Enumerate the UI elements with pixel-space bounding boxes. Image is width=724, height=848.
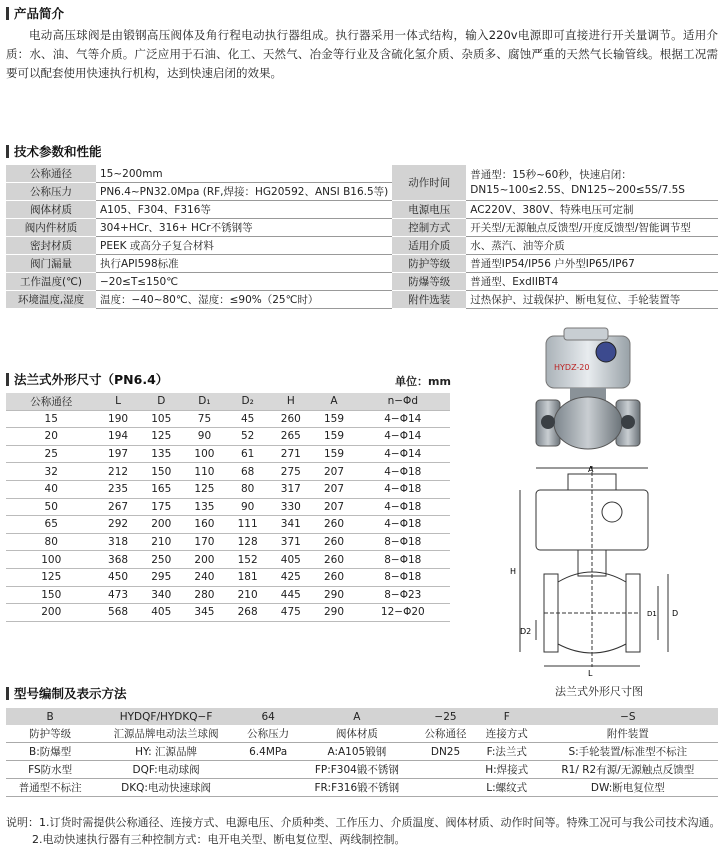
spec-label: 阀内件材质	[6, 219, 96, 237]
model-header-cell: HYDQF/HYDKQ−F	[94, 708, 238, 725]
dims-cell: 260	[312, 533, 355, 551]
model-header-row	[6, 708, 718, 725]
spec-value: PN6.4~PN32.0Mpa (RF,焊接：HG20592、ANSI B16.5等)	[96, 183, 392, 201]
model-row	[6, 725, 718, 743]
model-cell	[238, 761, 299, 779]
dims-cell: 8−Φ23	[356, 586, 450, 604]
dims-cell: 405	[269, 551, 312, 569]
dims-cell: 235	[96, 480, 139, 498]
model-cell: FS防水型	[6, 761, 94, 779]
spec-label: 控制方式	[392, 219, 466, 237]
model-header-cell: A	[298, 708, 415, 725]
dims-cell: 125	[6, 568, 96, 586]
dims-cell: 100	[183, 445, 226, 463]
dims-cell: 45	[226, 410, 269, 428]
heading-bar	[6, 145, 9, 158]
model-row	[6, 743, 718, 761]
spec-value: 温度：−40~80℃、湿度：≤90%（25℃时）	[96, 291, 392, 309]
dims-cell: 4−Φ18	[356, 498, 450, 516]
dims-cell: 425	[269, 568, 312, 586]
dims-cell: 170	[183, 533, 226, 551]
valve-photo	[528, 322, 658, 462]
model-cell: 汇源品牌电动法兰球阀	[94, 725, 238, 743]
spec-row	[6, 255, 718, 273]
spec-value: 水、蒸汽、油等介质	[466, 237, 718, 255]
dim-d-label: D	[672, 609, 679, 618]
dims-header-cell: D₂	[226, 393, 269, 410]
dims-cell: 345	[183, 604, 226, 622]
dims-cell: 4−Φ14	[356, 428, 450, 446]
dims-cell: 194	[96, 428, 139, 446]
spec-row	[6, 273, 718, 291]
dims-title: 法兰式外形尺寸（PN6.4）	[14, 372, 169, 387]
dims-cell: 15	[6, 410, 96, 428]
model-header-cell: 64	[238, 708, 299, 725]
dims-cell: 197	[96, 445, 139, 463]
dims-cell: 80	[226, 480, 269, 498]
dims-cell: 207	[312, 498, 355, 516]
spec-row	[6, 219, 718, 237]
spec-value: 15~200mm	[96, 165, 392, 183]
dims-cell: 65	[6, 516, 96, 534]
dims-cell: 105	[140, 410, 183, 428]
dims-cell: 290	[312, 604, 355, 622]
dims-header-cell: H	[269, 393, 312, 410]
dims-cell: 159	[312, 445, 355, 463]
actuator-label: HYDZ-20	[554, 363, 590, 372]
dim-d1-label: D1	[647, 610, 657, 618]
dims-cell: 207	[312, 463, 355, 481]
dim-h-label: H	[510, 567, 517, 576]
dims-cell: 32	[6, 463, 96, 481]
dims-cell: 292	[96, 516, 139, 534]
spec-value: A105、F304、F316等	[96, 201, 392, 219]
dims-cell: 100	[6, 551, 96, 569]
dims-cell: 160	[183, 516, 226, 534]
spec-label: 电源电压	[392, 201, 466, 219]
dims-cell: 52	[226, 428, 269, 446]
spec-label: 阀体材质	[6, 201, 96, 219]
model-cell: HY: 汇源品牌	[94, 743, 238, 761]
spec-value: 开关型/无源触点反馈型/开度反馈型/智能调节型	[466, 219, 718, 237]
dims-row	[6, 480, 450, 498]
spec-value: 执行API598标准	[96, 255, 392, 273]
dims-cell: 111	[226, 516, 269, 534]
model-cell	[415, 779, 476, 797]
dims-cell: 210	[140, 533, 183, 551]
intro-heading	[6, 4, 64, 22]
dims-cell: 152	[226, 551, 269, 569]
spec-label: 附件选装	[392, 291, 466, 309]
model-row	[6, 779, 718, 797]
spec-title: 技术参数和性能	[14, 144, 102, 159]
notes	[6, 814, 721, 848]
spec-table	[6, 165, 718, 309]
dims-row	[6, 428, 450, 446]
model-cell: 6.4MPa	[238, 743, 299, 761]
note-line-1: 说明：1.订货时需提供公称通径、连接方式、电源电压、介质种类、工作压力、介质温度、阀体材质、动作时间等。特殊工况可与我公司技术沟通。	[6, 816, 721, 829]
spec-label: 阀门漏量	[6, 255, 96, 273]
dim-l-label: L	[588, 669, 593, 678]
dims-row	[6, 498, 450, 516]
model-cell	[415, 761, 476, 779]
dims-cell: 371	[269, 533, 312, 551]
heading-bar	[6, 687, 9, 700]
dims-cell: 250	[140, 551, 183, 569]
dims-cell: 341	[269, 516, 312, 534]
model-cell: FP:F304锻不锈钢	[298, 761, 415, 779]
model-cell: 阀体材质	[298, 725, 415, 743]
spec-label: 密封材质	[6, 237, 96, 255]
dimension-drawing	[508, 462, 713, 680]
spec-row	[6, 201, 718, 219]
dims-cell: 317	[269, 480, 312, 498]
dims-row	[6, 586, 450, 604]
model-cell: DKQ:电动快速球阀	[94, 779, 238, 797]
dims-cell: 260	[269, 410, 312, 428]
dims-header-cell: D₁	[183, 393, 226, 410]
dims-cell: 190	[96, 410, 139, 428]
model-cell: 普通型不标注	[6, 779, 94, 797]
dims-cell: 150	[140, 463, 183, 481]
dims-cell: 8−Φ18	[356, 551, 450, 569]
dims-cell: 25	[6, 445, 96, 463]
dims-cell: 135	[183, 498, 226, 516]
dims-cell: 445	[269, 586, 312, 604]
dims-row	[6, 533, 450, 551]
dims-cell: 450	[96, 568, 139, 586]
dims-cell: 275	[269, 463, 312, 481]
model-cell: H:焊接式	[476, 761, 538, 779]
dims-cell: 68	[226, 463, 269, 481]
dims-cell: 175	[140, 498, 183, 516]
spec-label: 公称压力	[6, 183, 96, 201]
model-cell: 公称压力	[238, 725, 299, 743]
model-cell: S:手轮装置/标准型不标注	[538, 743, 718, 761]
spec-label: 适用介质	[392, 237, 466, 255]
model-heading	[6, 684, 127, 702]
dims-header-cell: L	[96, 393, 139, 410]
dims-cell: 61	[226, 445, 269, 463]
intro-text: 电动高压球阀是由锻钢高压阀体及角行程电动执行器组成。执行器采用一体式结构，输入220v电源即可直接进行开关量调节。适用介质：水、油、气等介质。广泛应用于石油、化工、天然气、冶金等行业及含硫化氢介质、杂质多、腐蚀严重的天然气长输管线。根据工况需要可以配套使用快速执行机构，达到快速启闭的效果。	[6, 28, 718, 80]
intro-title: 产品简介	[14, 6, 65, 21]
dims-cell: 212	[96, 463, 139, 481]
dims-row	[6, 463, 450, 481]
dims-cell: 200	[6, 604, 96, 622]
dims-cell: 12−Φ20	[356, 604, 450, 622]
spec-value: 普通型、ExdIIBT4	[466, 273, 718, 291]
dims-row	[6, 445, 450, 463]
dims-cell: 340	[140, 586, 183, 604]
dims-cell: 90	[226, 498, 269, 516]
dims-cell: 135	[140, 445, 183, 463]
spec-value: 304+HCr、316+ HCr不锈钢等	[96, 219, 392, 237]
figure-caption: 法兰式外形尺寸图	[555, 685, 643, 698]
model-cell: 附件装置	[538, 725, 718, 743]
dims-row	[6, 604, 450, 622]
dims-row	[6, 516, 450, 534]
dims-cell: 280	[183, 586, 226, 604]
spec-label: 防爆等级	[392, 273, 466, 291]
spec-value: 普通型IP54/IP56 户外型IP65/IP67	[466, 255, 718, 273]
model-header-cell: −25	[415, 708, 476, 725]
spec-label: 环境温度,湿度	[6, 291, 96, 309]
model-cell: DQF:电动球阀	[94, 761, 238, 779]
dims-cell: 4−Φ14	[356, 445, 450, 463]
dims-cell: 125	[140, 428, 183, 446]
dims-cell: 210	[226, 586, 269, 604]
model-cell: L:螺纹式	[476, 779, 538, 797]
dims-cell: 290	[312, 586, 355, 604]
dims-row	[6, 568, 450, 586]
dims-row	[6, 410, 450, 428]
spec-value: 过热保护、过载保护、断电复位、手轮装置等	[466, 291, 718, 309]
dims-cell: 405	[140, 604, 183, 622]
model-cell: A:A105锻钢	[298, 743, 415, 761]
spec-row	[6, 291, 718, 309]
model-header-cell: −S	[538, 708, 718, 725]
model-header-cell: B	[6, 708, 94, 725]
model-cell: F:法兰式	[476, 743, 538, 761]
dims-cell: 260	[312, 516, 355, 534]
dims-cell: 200	[183, 551, 226, 569]
dims-cell: 40	[6, 480, 96, 498]
dims-cell: 150	[6, 586, 96, 604]
model-header-cell: F	[476, 708, 538, 725]
dims-cell: 110	[183, 463, 226, 481]
model-cell: R1/ R2有源/无源触点反馈型	[538, 761, 718, 779]
spec-value: AC220V、380V、特殊电压可定制	[466, 201, 718, 219]
dims-cell: 8−Φ18	[356, 568, 450, 586]
spec-row	[6, 165, 718, 183]
dims-cell: 75	[183, 410, 226, 428]
model-cell: 公称通径	[415, 725, 476, 743]
dims-cell: 80	[6, 533, 96, 551]
model-cell: FR:F316锻不锈钢	[298, 779, 415, 797]
model-cell: 防护等级	[6, 725, 94, 743]
dims-cell: 268	[226, 604, 269, 622]
dim-d2-label: D2	[520, 627, 532, 636]
dims-heading	[6, 370, 168, 388]
spec-label: 动作时间	[392, 165, 466, 201]
dims-cell: 318	[96, 533, 139, 551]
spec-heading	[6, 142, 102, 160]
model-cell: B:防爆型	[6, 743, 94, 761]
dim-a-label: A	[588, 465, 594, 474]
dims-cell: 125	[183, 480, 226, 498]
model-cell	[238, 779, 299, 797]
spec-value: PEEK 或高分子复合材料	[96, 237, 392, 255]
dims-cell: 20	[6, 428, 96, 446]
unit-label: 单位：mm	[395, 375, 451, 388]
dims-header-cell: n−Φd	[356, 393, 450, 410]
dims-cell: 568	[96, 604, 139, 622]
heading-bar	[6, 373, 9, 386]
dims-cell: 90	[183, 428, 226, 446]
model-cell: DN25	[415, 743, 476, 761]
dims-cell: 260	[312, 551, 355, 569]
dims-cell: 271	[269, 445, 312, 463]
dims-cell: 4−Φ14	[356, 410, 450, 428]
dims-cell: 368	[96, 551, 139, 569]
dims-cell: 159	[312, 428, 355, 446]
dims-cell: 8−Φ18	[356, 533, 450, 551]
dims-cell: 181	[226, 568, 269, 586]
dims-cell: 207	[312, 480, 355, 498]
dims-cell: 295	[140, 568, 183, 586]
spec-label: 公称通径	[6, 165, 96, 183]
dims-cell: 200	[140, 516, 183, 534]
spec-label: 防护等级	[392, 255, 466, 273]
dims-header-cell: A	[312, 393, 355, 410]
note-line-2: 2.电动快速执行器有三种控制方式：电开电关型、断电复位型、两线制控制。	[32, 833, 406, 846]
dims-row	[6, 551, 450, 569]
model-cell: 连接方式	[476, 725, 538, 743]
dims-cell: 475	[269, 604, 312, 622]
dims-cell: 165	[140, 480, 183, 498]
spec-label: 工作温度(℃)	[6, 273, 96, 291]
dims-cell: 260	[312, 568, 355, 586]
model-table	[6, 708, 718, 797]
dims-cell: 159	[312, 410, 355, 428]
spec-value: −20≤T≤150℃	[96, 273, 392, 291]
dims-cell: 4−Φ18	[356, 516, 450, 534]
dims-cell: 267	[96, 498, 139, 516]
spec-row	[6, 237, 718, 255]
dims-cell: 128	[226, 533, 269, 551]
model-title: 型号编制及表示方法	[14, 686, 127, 701]
dims-cell: 50	[6, 498, 96, 516]
spec-value: 普通型：15秒~60秒，快速启闭：DN15~100≤2.5S、DN125~200≤5S/7.5S	[466, 165, 718, 201]
dimension-table	[6, 393, 450, 622]
dims-cell: 330	[269, 498, 312, 516]
dims-cell: 240	[183, 568, 226, 586]
model-row	[6, 761, 718, 779]
dims-cell: 473	[96, 586, 139, 604]
dims-header-row	[6, 393, 450, 410]
model-cell: DW:断电复位型	[538, 779, 718, 797]
heading-bar	[6, 7, 9, 20]
dims-cell: 4−Φ18	[356, 480, 450, 498]
dims-header-cell: D	[140, 393, 183, 410]
dims-cell: 265	[269, 428, 312, 446]
dims-header-cell: 公称通径	[6, 393, 96, 410]
dims-cell: 4−Φ18	[356, 463, 450, 481]
